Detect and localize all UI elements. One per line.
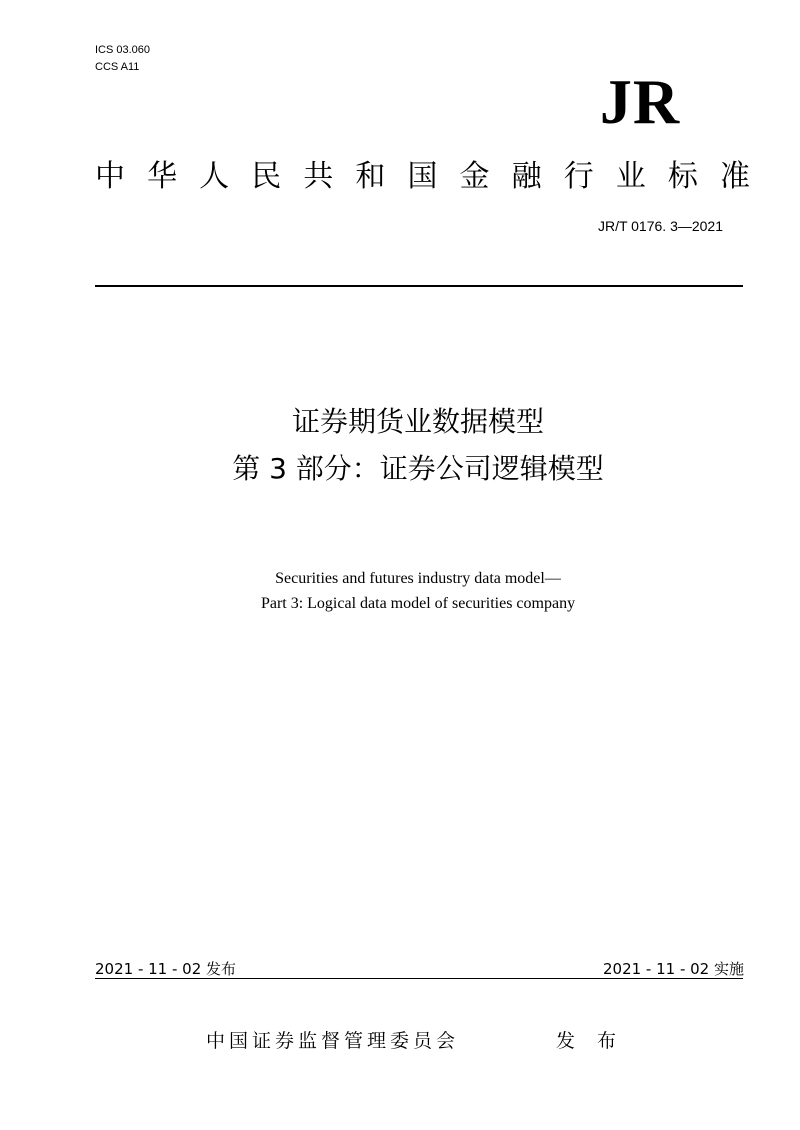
standard-type-char: 共: [303, 159, 334, 194]
standard-type-char: 和: [355, 159, 386, 194]
english-title: Securities and futures industry data model—: [275, 570, 561, 587]
publisher-name: 中国证券监督管理委员会: [206, 1030, 460, 1052]
classification-block: [95, 42, 150, 76]
standard-type-char: 华: [147, 159, 178, 194]
implementation-date: 2021 - 11 - 02 实施: [602, 960, 744, 978]
standard-type-char: 业: [615, 159, 646, 194]
standard-type-char: 金: [459, 159, 490, 194]
top-divider: [95, 285, 743, 287]
jr-logo: JR: [599, 66, 681, 137]
document-subtitle: 第 3 部分：证券公司逻辑模型: [232, 452, 604, 485]
ccs-code: CCS A11: [95, 61, 140, 73]
document-title: 证券期货业数据模型: [291, 405, 544, 438]
issue-date: 2021 - 11 - 02 发布: [95, 960, 237, 978]
standard-type-heading: [95, 158, 750, 196]
standard-type-char: 国: [407, 159, 438, 194]
english-subtitle: Part 3: Logical data model of securities company: [260, 595, 576, 612]
standard-type-char: 融: [511, 159, 542, 194]
standard-type-char: 标: [667, 159, 698, 194]
standard-type-char: 人: [199, 159, 230, 194]
bottom-divider: [95, 978, 743, 979]
standard-number: JR/T 0176. 3—2021: [597, 218, 723, 234]
standard-type-char: 行: [563, 159, 594, 194]
ics-code: ICS 03.060: [95, 44, 151, 56]
publish-label: 发 布: [556, 1030, 625, 1052]
standard-type-char: 民: [251, 159, 282, 194]
standard-type-char: 中: [95, 159, 125, 194]
standard-type-char: 准: [719, 159, 750, 194]
